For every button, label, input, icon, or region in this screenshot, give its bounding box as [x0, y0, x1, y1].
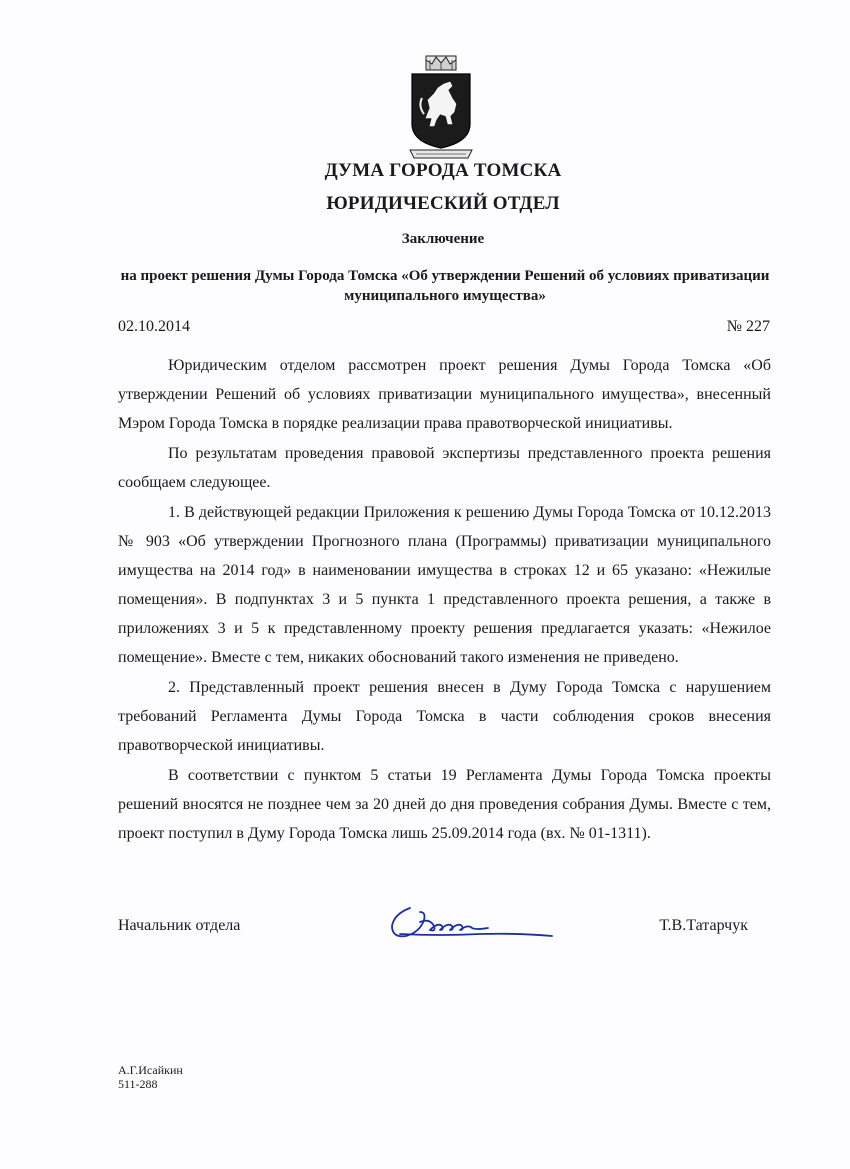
document-body	[118, 351, 771, 849]
paragraph: По результатам проведения правовой экспертизы представленного проекта решения сообщаем следующее.	[118, 445, 771, 491]
paragraph: 2. Представленный проект решения внесен в Думу Города Томска с нарушением требований Регламента Думы Города Томска в части соблюдения сроков внесения правотворческой инициативы.	[118, 679, 771, 754]
org-title-duma: ДУМА ГОРОДА ТОМСКА	[324, 160, 562, 181]
executor-name: А.Г.Исайкин	[118, 1063, 183, 1077]
executor-phone: 511-288	[118, 1077, 158, 1091]
paragraph: Юридическим отделом рассмотрен проект решения Думы Города Томска «Об утверждении Решений об условиях приватизации муниципального имущества», внесенный Мэром Города Томска в порядке реализации права правотворческой инициативы.	[118, 357, 771, 432]
document-number: № 227	[726, 318, 770, 335]
signer-position: Начальник отдела	[118, 917, 241, 934]
handwritten-signature	[380, 900, 555, 945]
signer-name: Т.В.Татарчук	[659, 917, 748, 934]
paragraph: В соответствии с пунктом 5 статьи 19 Регламента Думы Города Томска проекты решений вносятся не позднее чем за 20 дней до дня проведения собрания Думы. Вместе с тем, проект поступил в Думу Города Томска лишь 25.09.2014 года (вх. № 01-1311).	[118, 767, 771, 842]
document-type: Заключение	[401, 231, 485, 247]
org-title-department: ЮРИДИЧЕСКИЙ ОТДЕЛ	[326, 193, 560, 214]
tomsk-coat-of-arms-icon	[408, 54, 474, 160]
document-subject: на проект решения Думы Города Томска «Об утверждении Решений об условиях приватизации муниципального имущества»	[120, 268, 770, 304]
executor-info	[118, 1063, 183, 1091]
paragraph: 1. В действующей редакции Приложения к решению Думы Города Томска от 10.12.2013 № 903 «Об утверждении Прогнозного плана (Программы) приватизации муниципального имущества на 2014 год» в наименовании имущества в строках 12 и 65 указано: «Нежилые помещения». В подпунктах 3 и 5 пункта 1 представленного проекта решения, а также в приложениях 3 и 5 к представленному проекту решения предлагается указать: «Нежилое помещение». Вместе с тем, никаких обоснований такого изменения не приведено.	[118, 504, 771, 666]
document-date: 02.10.2014	[118, 318, 190, 335]
